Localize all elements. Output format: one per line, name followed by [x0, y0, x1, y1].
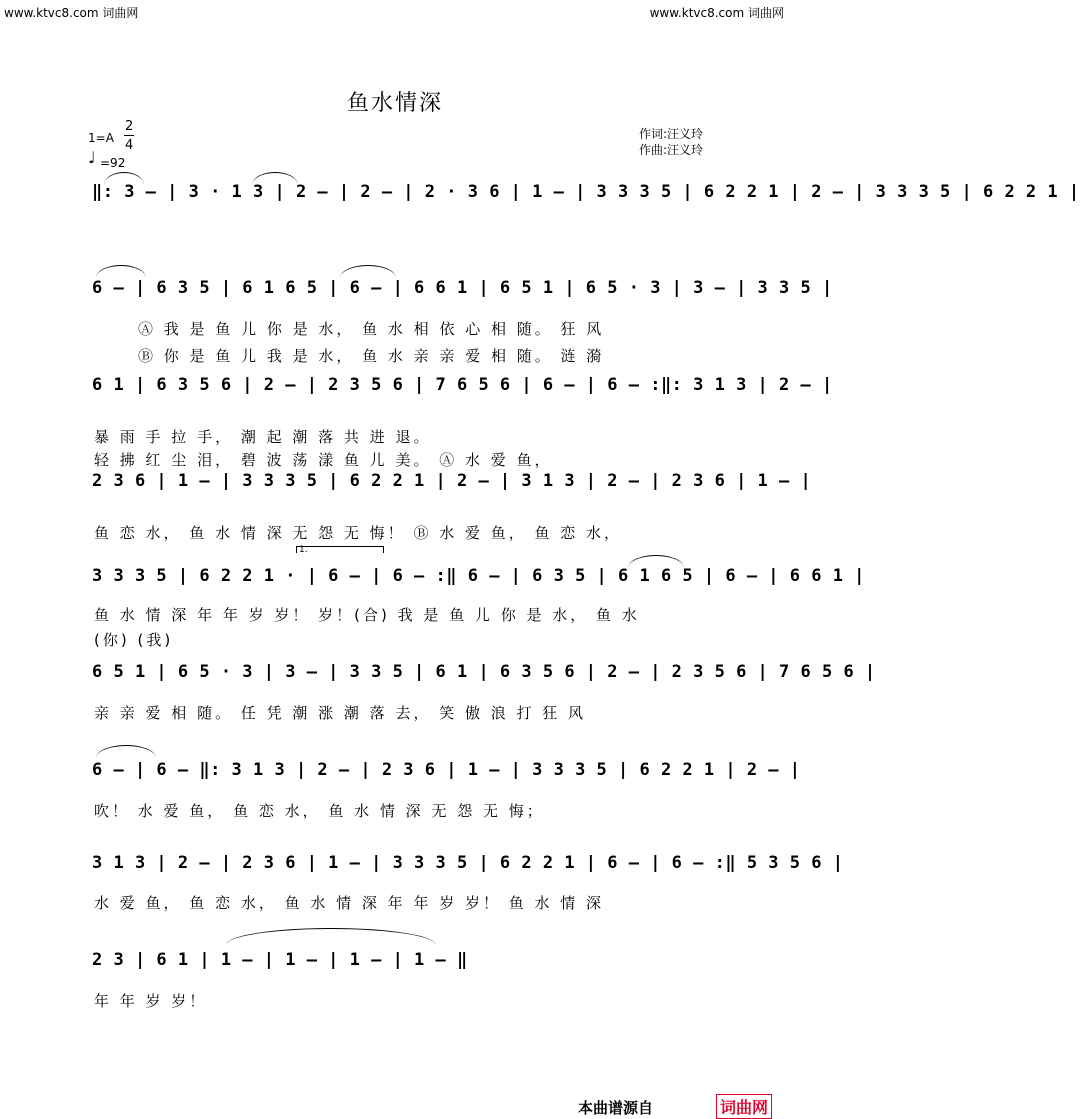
notation-system-5: 3 3 3 5 | 6 2 2 1 · | 6 – | 6 – :‖ 6 – | 6 3 5 | 6 1 6 5 | 6 – | 6 6 1 |: [92, 566, 865, 586]
lyric-line: 轻 拂 红 尘 泪， 碧 波 荡 漾 鱼 儿 美。 Ⓐ 水 爱 鱼，: [94, 451, 553, 469]
time-signature-rule: [124, 135, 134, 136]
lyric-line: Ⓑ 你 是 鱼 儿 我 是 水， 鱼 水 亲 亲 爱 相 随。 涟 漪: [138, 347, 605, 365]
lyric-line: Ⓐ 我 是 鱼 儿 你 是 水， 鱼 水 相 依 心 相 随。 狂 风: [138, 320, 605, 338]
notation-system-8: 3 1 3 | 2 – | 2 3 6 | 1 – | 3 3 3 5 | 6 2 2 1 | 6 – | 6 – :‖ 5 3 5 6 |: [92, 853, 844, 873]
notation-system-6: 6 5 1 | 6 5 · 3 | 3 – | 3 3 5 | 6 1 | 6 3 5 6 | 2 – | 2 3 5 6 | 7 6 5 6 |: [92, 662, 876, 682]
slur-mark: [628, 555, 684, 568]
slur-mark: [252, 172, 298, 185]
lyricist-credit: 作词:汪义玲: [639, 127, 704, 141]
slur-mark: [96, 745, 156, 758]
lyric-line: (你) (我): [94, 631, 174, 649]
slur-mark: [226, 928, 436, 945]
lyric-line: 鱼 水 情 深 年 年 岁 岁！ 岁！(合) 我 是 鱼 儿 你 是 水， 鱼 水: [94, 606, 640, 624]
lyric-line: 吹！ 水 爱 鱼， 鱼 恋 水， 鱼 水 情 深 无 怨 无 悔；: [94, 802, 545, 820]
site-watermark-left[interactable]: www.ktvc8.com 词曲网: [4, 6, 139, 20]
site-watermark-right[interactable]: www.ktvc8.com 词曲网: [649, 6, 784, 20]
composer-credit: 作曲:汪义玲: [639, 143, 704, 157]
lyric-line: 鱼 恋 水， 鱼 水 情 深 无 怨 无 悔！ Ⓑ 水 爱 鱼， 鱼 恋 水，: [94, 524, 623, 542]
volta-bracket: [296, 546, 384, 553]
lyric-line: 年 年 岁 岁！: [94, 992, 208, 1010]
notation-system-1: ‖: 3 – | 3 · 1 3 | 2 – | 2 – | 2 · 3 6 | 1 – | 3 3 3 5 | 6 2 2 1 | 2 – | 3 3 3 5 | 6 2 2 1 |: [92, 182, 1080, 202]
notation-system-7: 6 – | 6 – ‖: 3 1 3 | 2 – | 2 3 6 | 1 – | 3 3 3 5 | 6 2 2 1 | 2 – |: [92, 760, 801, 780]
song-title: 鱼水情深: [346, 91, 443, 116]
notation-system-2: 6 – | 6 3 5 | 6 1 6 5 | 6 – | 6 6 1 | 6 5 1 | 6 5 · 3 | 3 – | 3 3 5 |: [92, 278, 833, 298]
tempo-mark: =92: [100, 156, 126, 170]
volta-number: 1.: [299, 545, 308, 555]
footer-source-label: 本曲谱源自: [578, 1099, 654, 1117]
lyric-line: 亲 亲 爱 相 随。 任 凭 潮 涨 潮 落 去， 笑 傲 浪 打 狂 风: [94, 704, 587, 722]
lyric-line: 水 爱 鱼， 鱼 恋 水， 鱼 水 情 深 年 年 岁 岁！ 鱼 水 情 深: [94, 894, 605, 912]
slur-mark: [96, 265, 146, 278]
slur-mark: [104, 172, 144, 185]
time-signature-bottom: 4: [125, 138, 134, 153]
quarter-note-icon: ♩: [88, 148, 96, 167]
notation-system-3: 6 1 | 6 3 5 6 | 2 – | 2 3 5 6 | 7 6 5 6 | 6 – | 6 – :‖: 3 1 3 | 2 – |: [92, 375, 833, 395]
footer-brand-logo[interactable]: 词曲网: [716, 1094, 772, 1119]
lyric-line: 暴 雨 手 拉 手， 潮 起 潮 落 共 进 退。: [94, 428, 432, 446]
key-signature: 1=A: [88, 131, 114, 145]
time-signature-top: 2: [125, 119, 134, 134]
notation-system-9: 2 3 | 6 1 | 1 – | 1 – | 1 – | 1 – ‖: [92, 950, 468, 970]
slur-mark: [340, 265, 396, 278]
notation-system-4: 2 3 6 | 1 – | 3 3 3 5 | 6 2 2 1 | 2 – | 3 1 3 | 2 – | 2 3 6 | 1 – |: [92, 471, 812, 491]
